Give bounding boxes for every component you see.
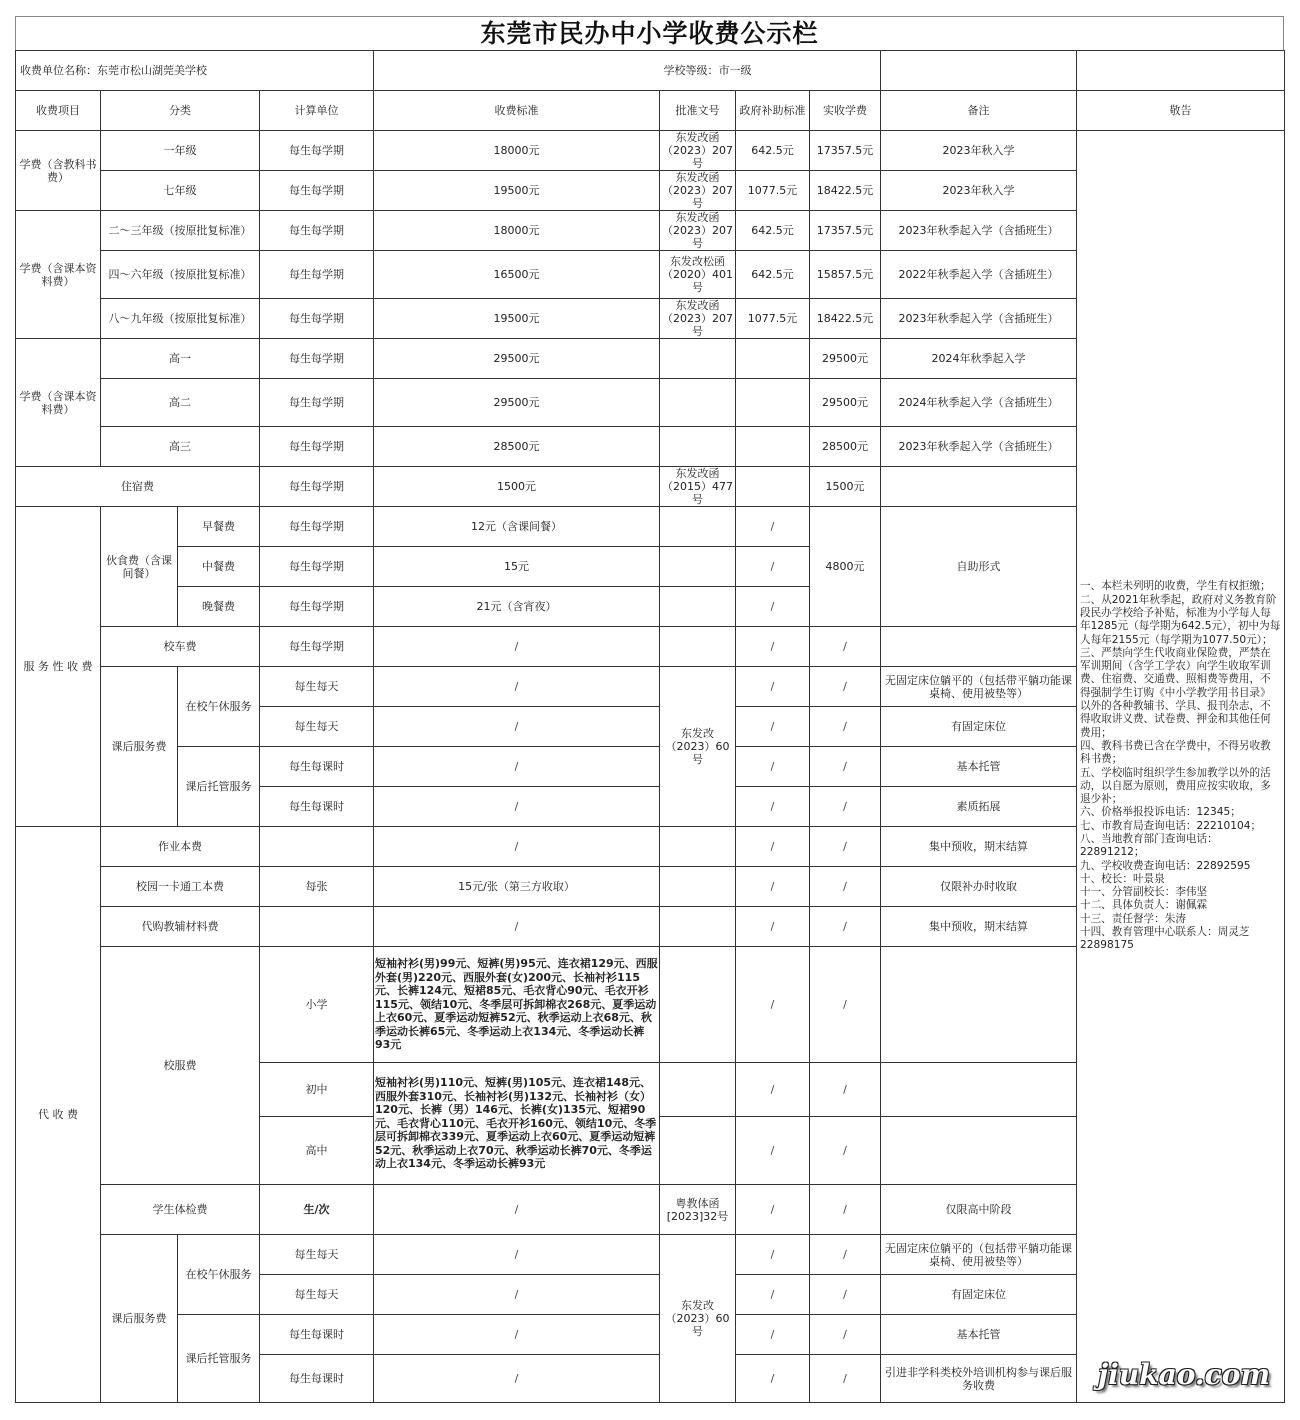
remark: 2023年秋季起入学（含插班生） <box>881 299 1077 339</box>
approval-doc: 东发改函（2023）207号 <box>660 171 736 211</box>
calc-unit: 每生每天 <box>260 667 374 707</box>
calc-unit: 每生每学期 <box>260 379 374 427</box>
fee-standard: 12元（含课间餐） <box>374 507 660 547</box>
slash-mark: / <box>736 587 810 627</box>
approval-doc: 粤教体函[2023]32号 <box>660 1185 736 1235</box>
slash-mark: / <box>374 627 660 667</box>
notice-line: 九、学校收费查询电话：22892595 <box>1080 859 1251 872</box>
col-header: 批准文号 <box>660 91 736 131</box>
slash-mark: / <box>736 707 810 747</box>
col-header: 收费项目 <box>16 91 101 131</box>
fee-subcategory: 课后服务费 <box>101 667 178 827</box>
remark: 2023年秋入学 <box>881 171 1077 211</box>
slash-mark: / <box>736 907 810 947</box>
remark: 2022年秋季起入学（含插班生） <box>881 251 1077 299</box>
slash-mark: / <box>374 1315 660 1355</box>
remark: 基本托管 <box>881 1315 1077 1355</box>
notice-line: 十、校长：叶景泉 <box>1080 872 1165 885</box>
fee-standard: 15元 <box>374 547 660 587</box>
page-title: 东莞市民办中小学收费公示栏 <box>15 16 1284 50</box>
calc-unit: 生/次 <box>260 1185 374 1235</box>
fee-item: 在校午休服务 <box>178 667 260 747</box>
actual-fee: 18422.5元 <box>810 171 881 211</box>
fee-item: 课后托管服务 <box>178 1315 260 1403</box>
fee-standard: 28500元 <box>374 427 660 467</box>
col-header: 备注 <box>881 91 1077 131</box>
subsidy: 1077.5元 <box>736 171 810 211</box>
remark: 无固定床位躺平的（包括带平躺功能课桌椅、使用被垫等） <box>881 1235 1077 1275</box>
calc-unit: 每生每学期 <box>260 627 374 667</box>
calc-unit: 每生每学期 <box>260 171 374 211</box>
approval-doc: 东发改（2023）60号 <box>660 667 736 827</box>
notice-line: 四、教科书费已含在学费中，不得另收教科书费； <box>1080 739 1271 766</box>
slash-mark: / <box>736 747 810 787</box>
fee-standard: 18000元 <box>374 211 660 251</box>
school-level: 学校等级：市一级 <box>660 51 881 91</box>
slash-mark: / <box>374 1355 660 1403</box>
fee-table <box>15 50 1285 1403</box>
approval-doc: 东发改松函（2020）401号 <box>660 251 736 299</box>
slash-mark: / <box>810 667 881 707</box>
slash-mark: / <box>810 1275 881 1315</box>
slash-mark: / <box>810 1315 881 1355</box>
slash-mark: / <box>736 667 810 707</box>
slash-mark: / <box>374 1235 660 1275</box>
slash-mark: / <box>374 1185 660 1235</box>
fee-standard: 29500元 <box>374 339 660 379</box>
actual-fee: 15857.5元 <box>810 251 881 299</box>
slash-mark: / <box>810 1185 881 1235</box>
col-header: 实收学费 <box>810 91 881 131</box>
notice-line: 五、学校临时组织学生参加教学以外的活动，以自愿为原则，费用应按实收取，多退少补； <box>1080 766 1271 806</box>
slash-mark: / <box>374 707 660 747</box>
calc-unit: 每生每学期 <box>260 339 374 379</box>
fee-standard: 16500元 <box>374 251 660 299</box>
fee-category: 学费（含教科书费） <box>16 131 101 211</box>
fee-standard: 15元/张（第三方收取） <box>374 867 660 907</box>
calc-unit: 每生每课时 <box>260 787 374 827</box>
fee-item: 住宿费 <box>16 467 260 507</box>
remark: 基本托管 <box>881 747 1077 787</box>
col-header: 分类 <box>101 91 260 131</box>
calc-unit: 每生每学期 <box>260 547 374 587</box>
fee-item: 高一 <box>101 339 260 379</box>
fee-standard: 18000元 <box>374 131 660 171</box>
fee-notice-sheet <box>15 16 1284 1403</box>
fee-standard: 19500元 <box>374 171 660 211</box>
fee-item: 早餐费 <box>178 507 260 547</box>
actual-fee: 28500元 <box>810 427 881 467</box>
slash-mark: / <box>810 627 881 667</box>
fee-item: 学生体检费 <box>101 1185 260 1235</box>
calc-unit: 每生每学期 <box>260 211 374 251</box>
slash-mark: / <box>374 827 660 867</box>
slash-mark: / <box>736 507 810 547</box>
calc-unit: 每生每课时 <box>260 747 374 787</box>
table-row <box>16 131 1285 171</box>
actual-fee: 29500元 <box>810 379 881 427</box>
slash-mark: / <box>810 787 881 827</box>
remark: 2023年秋季起入学（含插班生） <box>881 211 1077 251</box>
slash-mark: / <box>810 707 881 747</box>
approval-doc: 东发改函（2015）477号 <box>660 467 736 507</box>
fee-subitem: 初中 <box>260 1063 374 1117</box>
notice-line: 十四、教育管理中心联系人：周灵芝22898175 <box>1080 926 1250 952</box>
approval-doc: 东发改函（2023）207号 <box>660 299 736 339</box>
slash-mark: / <box>810 947 881 1063</box>
fee-item: 一年级 <box>101 131 260 171</box>
watermark-logo: jiukao.com <box>1098 1358 1270 1391</box>
slash-mark: / <box>810 1235 881 1275</box>
fee-item: 二～三年级（按原批复标准） <box>101 211 260 251</box>
calc-unit: 每张 <box>260 867 374 907</box>
fee-category: 学费（含课本资料费） <box>16 211 101 339</box>
slash-mark: / <box>736 1355 810 1403</box>
slash-mark: / <box>810 1117 881 1185</box>
slash-mark: / <box>736 1063 810 1117</box>
col-header: 计算单位 <box>260 91 374 131</box>
fee-item: 高二 <box>101 379 260 427</box>
calc-unit: 每生每课时 <box>260 1315 374 1355</box>
remark: 自助形式 <box>881 507 1077 627</box>
fee-item: 作业本费 <box>101 827 260 867</box>
slash-mark: / <box>736 787 810 827</box>
remark: 有固定床位 <box>881 1275 1077 1315</box>
calc-unit: 每生每天 <box>260 1235 374 1275</box>
notice-line: 二、从2021年秋季起，政府对义务教育阶段民办学校给予补贴，标准为小学每人每年1285元（每学期为642.5元），初中为每人每年2155元（每学期为1077.50元）； <box>1080 593 1281 646</box>
fee-item: 代购教辅材料费 <box>101 907 260 947</box>
calc-unit: 每生每学期 <box>260 587 374 627</box>
subsidy: 642.5元 <box>736 131 810 171</box>
slash-mark: / <box>374 787 660 827</box>
fee-standard: 21元（含宵夜） <box>374 587 660 627</box>
remark: 2023年秋入学 <box>881 131 1077 171</box>
slash-mark: / <box>810 747 881 787</box>
actual-fee: 29500元 <box>810 339 881 379</box>
calc-unit: 每生每学期 <box>260 427 374 467</box>
fee-item: 七年级 <box>101 171 260 211</box>
fee-item: 校园一卡通工本费 <box>101 867 260 907</box>
slash-mark: / <box>736 947 810 1063</box>
uniform-prices: 短袖衬衫(男)99元、短裤(男)95元、连衣裙129元、西服外套(男)220元、西服外套(女)200元、长袖衬衫115元、长裤124元、短裙85元、毛衣背心90元、毛衣开衫115元、领结10元、冬季层可拆卸棉衣268元、夏季运动上衣60元、夏季运动短裤52元、秋季运动上衣68元、秋季运动长裤65元、冬季运动上衣134元、冬季运动长裤93元 <box>374 947 660 1063</box>
remark: 引进非学科类校外培训机构参与课后服务收费 <box>881 1355 1077 1403</box>
fee-category: 代 收 费 <box>16 827 101 1403</box>
fee-item: 校服费 <box>101 947 260 1185</box>
fee-standard: 19500元 <box>374 299 660 339</box>
slash-mark: / <box>736 867 810 907</box>
fee-item: 高三 <box>101 427 260 467</box>
remark: 有固定床位 <box>881 707 1077 747</box>
slash-mark: / <box>374 1275 660 1315</box>
fee-item: 八～九年级（按原批复标准） <box>101 299 260 339</box>
slash-mark: / <box>736 827 810 867</box>
calc-unit: 每生每课时 <box>260 1355 374 1403</box>
remark: 2023年秋季起入学（含插班生） <box>881 427 1077 467</box>
slash-mark: / <box>810 1063 881 1117</box>
col-header: 收费标准 <box>374 91 660 131</box>
slash-mark: / <box>810 827 881 867</box>
fee-subitem: 小学 <box>260 947 374 1063</box>
approval-doc: 东发改（2023）60号 <box>660 1235 736 1403</box>
fee-item: 中餐费 <box>178 547 260 587</box>
actual-fee: 17357.5元 <box>810 131 881 171</box>
remark: 仅限补办时收取 <box>881 867 1077 907</box>
slash-mark: / <box>374 667 660 707</box>
fee-item: 校车费 <box>101 627 260 667</box>
header-row <box>16 91 1285 131</box>
slash-mark: / <box>736 1275 810 1315</box>
remark: 素质拓展 <box>881 787 1077 827</box>
calc-unit: 每生每学期 <box>260 131 374 171</box>
actual-fee: 4800元 <box>810 507 881 627</box>
remark: 集中预收，期末结算 <box>881 827 1077 867</box>
subsidy: 1077.5元 <box>736 299 810 339</box>
notice-line: 八、当地教育部门查询电话：22891212； <box>1080 832 1218 859</box>
notice-line: 十三、责任督学：朱涛 <box>1080 912 1186 925</box>
calc-unit: 每生每学期 <box>260 251 374 299</box>
fee-standard: 29500元 <box>374 379 660 427</box>
notice-line: 六、价格举报投诉电话：12345； <box>1080 806 1241 819</box>
calc-unit: 每生每天 <box>260 707 374 747</box>
uniform-prices: 短袖衬衫(男)110元、短裤(男)105元、连衣裙148元、西服外套310元、长袖衬衫(男)132元、长袖衬衫（女）120元、长裤（男）146元、长裤(女)135元、短裙90元、毛衣背心110元、毛衣开衫160元、领结10元、冬季层可拆卸棉衣339元、夏季运动上衣60元、夏季运动短裤52元、秋季运动上衣70元、秋季运动长裤70元、冬季运动上衣134元、冬季运动长裤93元 <box>374 1063 660 1185</box>
fee-item: 在校午休服务 <box>178 1235 260 1315</box>
calc-unit: 每生每学期 <box>260 299 374 339</box>
notice-line: 十一、分管副校长：李伟坚 <box>1080 886 1208 899</box>
notice-line: 十二、具体负责人：谢佩霖 <box>1080 899 1208 912</box>
slash-mark: / <box>810 907 881 947</box>
fee-item: 课后托管服务 <box>178 747 260 827</box>
slash-mark: / <box>810 1355 881 1403</box>
approval-doc: 东发改函（2023）207号 <box>660 211 736 251</box>
remark: 无固定床位躺平的（包括带平躺功能课桌椅、使用被垫等） <box>881 667 1077 707</box>
slash-mark: / <box>736 547 810 587</box>
remark: 集中预收，期末结算 <box>881 907 1077 947</box>
fee-item: 晚餐费 <box>178 587 260 627</box>
remark: 2024年秋季起入学（含插班生） <box>881 379 1077 427</box>
fee-category: 服 务 性 收 费 <box>16 507 101 827</box>
col-header: 政府补助标准 <box>736 91 810 131</box>
slash-mark: / <box>736 1117 810 1185</box>
fee-unit-name: 收费单位名称：东莞市松山湖莞美学校 <box>16 51 374 91</box>
slash-mark: / <box>374 907 660 947</box>
subsidy: 642.5元 <box>736 211 810 251</box>
notice-line: 一、本栏未列明的收费，学生有权拒缴； <box>1080 580 1271 593</box>
col-header: 敬告 <box>1077 91 1285 131</box>
fee-subcategory: 伙食费（含课间餐） <box>101 507 178 627</box>
slash-mark: / <box>374 747 660 787</box>
slash-mark: / <box>810 867 881 907</box>
approval-doc: 东发改函（2023）207号 <box>660 131 736 171</box>
calc-unit: 每生每学期 <box>260 507 374 547</box>
fee-item: 四～六年级（按原批复标准） <box>101 251 260 299</box>
remark: 2024年秋季起入学 <box>881 339 1077 379</box>
subsidy: 642.5元 <box>736 251 810 299</box>
slash-mark: / <box>736 627 810 667</box>
notice-line: 三、严禁向学生代收商业保险费，严禁在军训期间（含学工学农）向学生收取军训费、住宿费、交通费、照相费等费用，不得强制学生订购《中小学教学用书目录》以外的各种教辅书、学具、报刊杂志，不得收取讲义费、试卷费、押金和其他任何费用； <box>1080 646 1271 739</box>
info-row <box>16 51 1285 91</box>
actual-fee: 17357.5元 <box>810 211 881 251</box>
notice-line: 七、市教育局查询电话：22210104； <box>1080 819 1262 832</box>
remark: 仅限高中阶段 <box>881 1185 1077 1235</box>
fee-subcategory: 课后服务费 <box>101 1235 178 1403</box>
slash-mark: / <box>736 1185 810 1235</box>
calc-unit: 每生每天 <box>260 1275 374 1315</box>
fee-category: 学费（含课本资料费） <box>16 339 101 467</box>
actual-fee: 1500元 <box>810 467 881 507</box>
fee-subitem: 高中 <box>260 1117 374 1185</box>
actual-fee: 18422.5元 <box>810 299 881 339</box>
notice-column <box>1077 131 1285 1403</box>
slash-mark: / <box>736 1235 810 1275</box>
calc-unit: 每生每学期 <box>260 467 374 507</box>
fee-standard: 1500元 <box>374 467 660 507</box>
slash-mark: / <box>736 1315 810 1355</box>
